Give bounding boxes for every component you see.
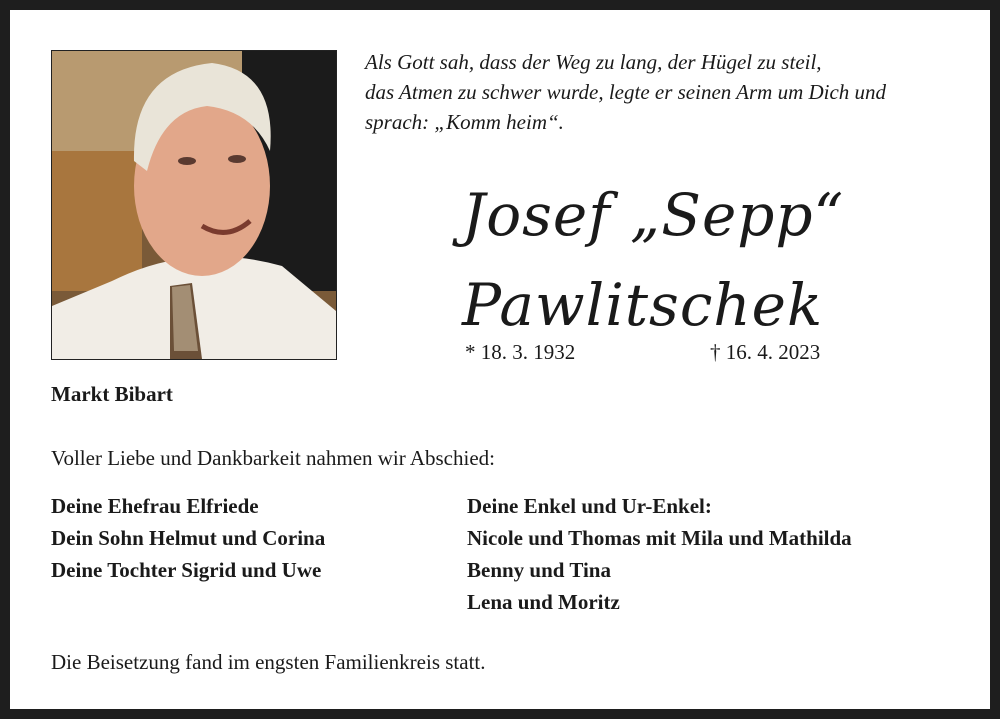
deceased-name bbox=[462, 170, 844, 350]
obituary-card bbox=[10, 10, 990, 709]
farewell-intro: Voller Liebe und Dankbarkeit nahmen wir Abschied: bbox=[51, 446, 495, 470]
portrait-image bbox=[52, 51, 336, 359]
name-surname: Pawlitschek bbox=[462, 271, 824, 339]
place-name: Markt Bibart bbox=[51, 382, 173, 406]
mourner-line: Lena und Moritz bbox=[467, 590, 620, 614]
mourner-line: Dein Sohn Helmut und Corina bbox=[51, 526, 326, 550]
burial-notice: Die Beisetzung fand im engsten Familienkreis statt. bbox=[51, 650, 486, 674]
mourners-right-column bbox=[467, 490, 852, 618]
quote-line: das Atmen zu schwer wurde, legte er seinen Arm um Dich und bbox=[365, 80, 887, 104]
quote-line: sprach: „Komm heim“. bbox=[365, 110, 564, 134]
mourner-line: Nicole und Thomas mit Mila und Mathilda bbox=[467, 526, 852, 550]
mourner-line: Deine Tochter Sigrid und Uwe bbox=[51, 558, 322, 582]
birth-date: * 18. 3. 1932 bbox=[465, 340, 576, 364]
name-first-line: Josef „Sepp“ bbox=[462, 181, 845, 249]
mourner-line: Benny und Tina bbox=[467, 558, 611, 582]
mourner-line: Deine Enkel und Ur-Enkel: bbox=[467, 494, 712, 518]
mourners-left-column bbox=[51, 490, 325, 586]
death-date: † 16. 4. 2023 bbox=[710, 340, 821, 364]
memorial-quote bbox=[365, 47, 975, 137]
quote-line: Als Gott sah, dass der Weg zu lang, der Hügel zu steil, bbox=[365, 50, 822, 74]
mourner-line: Deine Ehefrau Elfriede bbox=[51, 494, 259, 518]
portrait-photo bbox=[51, 50, 337, 360]
